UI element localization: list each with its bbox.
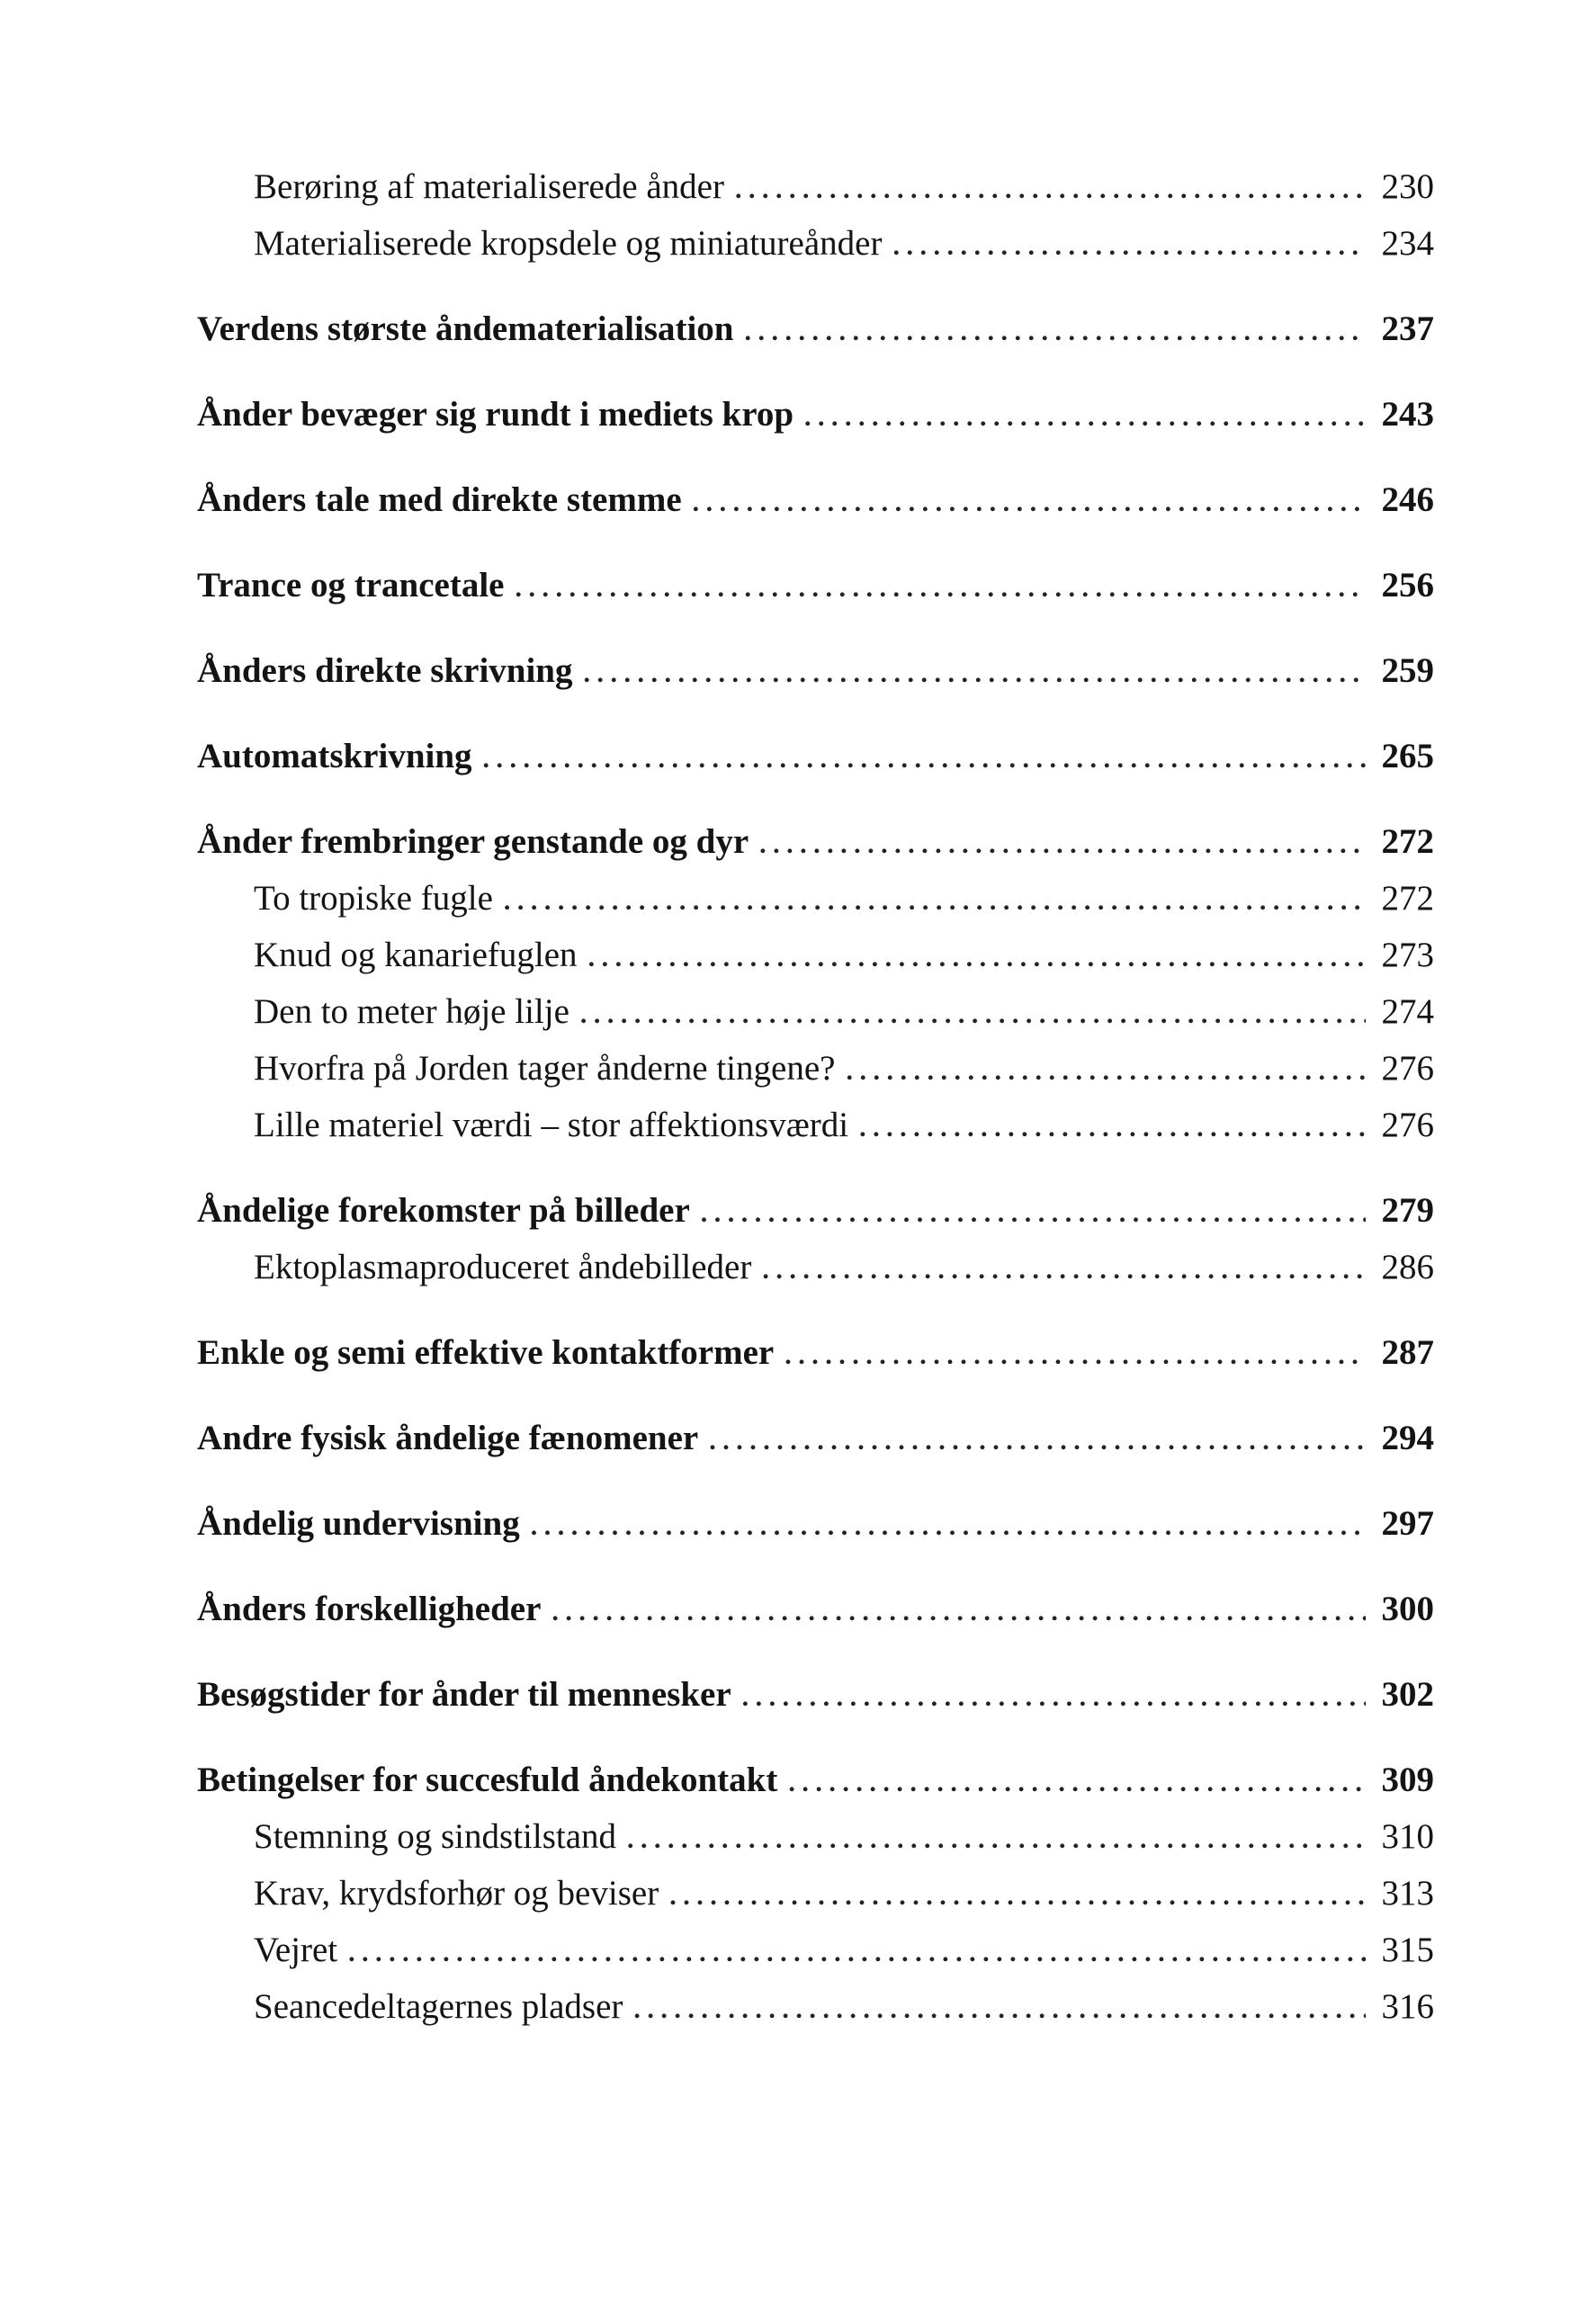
toc-entry-title: Krav, krydsforhør og beviser [254,1874,659,1913]
dot-leader [709,1410,1366,1469]
toc-chapter-entry [197,813,1434,870]
toc-page-number: 274 [1381,992,1434,1031]
table-of-contents [197,158,1434,2035]
toc-page-number: 297 [1381,1504,1434,1543]
toc-page-number: 234 [1381,224,1434,263]
dot-leader [735,158,1366,218]
toc-page-number: 230 [1381,167,1434,206]
toc-chapter-entry [197,728,1434,784]
toc-page-number: 237 [1381,309,1434,348]
toc-entry-title: Ånder frembringer genstande og dyr [197,822,749,861]
toc-chapter-entry [197,642,1434,699]
toc-chapter-entry [197,1581,1434,1637]
toc-page-number: 279 [1381,1191,1434,1230]
toc-entry-title: Åndelige forekomster på billeder [197,1191,690,1230]
toc-page-number: 276 [1381,1106,1434,1144]
dot-leader [551,1581,1366,1640]
toc-chapter-entry [197,557,1434,614]
toc-page-number: 302 [1381,1675,1434,1714]
toc-section-entry [197,1865,1434,1922]
dot-leader [669,1865,1366,1924]
toc-entry-title: Andre fysisk åndelige fænomener [197,1419,699,1457]
dot-leader [785,1324,1366,1384]
toc-entry-title: To tropiske fugle [254,879,493,918]
dot-leader [693,471,1366,531]
toc-page-number: 243 [1381,395,1434,434]
toc-entry-title: Stemning og sindstilstand [254,1817,617,1856]
dot-leader [759,813,1366,873]
dot-leader [701,1182,1366,1241]
toc-section-entry [197,215,1434,272]
toc-section-entry [197,1097,1434,1153]
toc-page-number: 287 [1381,1333,1434,1372]
toc-page-number: 313 [1381,1874,1434,1913]
toc-chapter-entry [197,1410,1434,1466]
toc-chapter-entry [197,300,1434,357]
toc-section-entry [197,1808,1434,1865]
toc-entry-title: Vejret [254,1931,338,1969]
toc-chapter-entry [197,386,1434,443]
toc-entry-title: Ånders forskelligheder [197,1590,542,1628]
dot-leader [804,386,1366,445]
toc-page-number: 259 [1381,651,1434,690]
toc-chapter-entry [197,1324,1434,1381]
toc-page-number: 286 [1381,1248,1434,1286]
toc-entry-title: Trance og trancetale [197,566,505,605]
dot-leader [515,557,1366,616]
toc-entry-title: Den to meter høje lilje [254,992,569,1031]
toc-page-number: 310 [1381,1817,1434,1856]
dot-leader [584,642,1367,702]
dot-leader [859,1097,1366,1156]
toc-entry-title: Åndelig undervisning [197,1504,520,1543]
toc-section-entry [197,983,1434,1040]
toc-chapter-entry [197,471,1434,528]
toc-entry-title: Enkle og semi effektive kontaktformer [197,1333,775,1372]
toc-page-number: 276 [1381,1049,1434,1088]
toc-entry-title: Materialiserede kropsdele og miniatureånder [254,224,883,263]
dot-leader [892,215,1366,274]
dot-leader [348,1922,1366,1981]
toc-entry-title: Verdens største åndematerialisation [197,309,734,348]
toc-entry-title: Ektoplasmaproduceret åndebilleder [254,1248,752,1286]
toc-entry-title: Ånder bevæger sig rundt i mediets krop [197,395,794,434]
toc-section-entry [197,1239,1434,1295]
dot-leader [580,983,1366,1043]
toc-section-entry [197,1922,1434,1978]
toc-entry-title: Betingelser for succesfuld åndekontakt [197,1761,778,1799]
dot-leader [742,1666,1366,1725]
toc-page-number: 265 [1381,737,1434,775]
toc-page-number: 315 [1381,1931,1434,1969]
dot-leader [762,1239,1366,1298]
toc-page-number: 272 [1381,879,1434,918]
toc-section-entry [197,1978,1434,2035]
toc-section-entry [197,870,1434,927]
toc-page-number: 316 [1381,1987,1434,2026]
toc-page-number: 300 [1381,1590,1434,1628]
toc-section-entry [197,1040,1434,1097]
dot-leader [504,870,1366,929]
dot-leader [745,300,1366,360]
dot-leader [788,1752,1366,1811]
dot-leader [627,1808,1366,1868]
toc-page-number: 256 [1381,566,1434,605]
toc-entry-title: Knud og kanariefuglen [254,936,578,974]
dot-leader [633,1978,1366,2038]
toc-entry-title: Berøring af materialiserede ånder [254,167,724,206]
toc-section-entry [197,158,1434,215]
toc-chapter-entry [197,1752,1434,1808]
toc-page-number: 272 [1381,822,1434,861]
dot-leader [588,927,1366,986]
toc-entry-title: Ånders tale med direkte stemme [197,480,682,519]
toc-chapter-entry [197,1666,1434,1723]
toc-entry-title: Seancedeltagernes pladser [254,1987,623,2026]
dot-leader [531,1495,1366,1555]
toc-page-number: 294 [1381,1419,1434,1457]
toc-page-number: 246 [1381,480,1434,519]
toc-chapter-entry [197,1182,1434,1239]
dot-leader [846,1040,1366,1099]
toc-chapter-entry [197,1495,1434,1552]
toc-entry-title: Automatskrivning [197,737,472,775]
toc-entry-title: Hvorfra på Jorden tager ånderne tingene? [254,1049,836,1088]
toc-page-number: 273 [1381,936,1434,974]
toc-entry-title: Ånders direkte skrivning [197,651,573,690]
toc-page-number: 309 [1381,1761,1434,1799]
toc-entry-title: Lille materiel værdi – stor affektionsværdi [254,1106,849,1144]
toc-section-entry [197,927,1434,983]
toc-entry-title: Besøgstider for ånder til mennesker [197,1675,731,1714]
dot-leader [483,728,1366,787]
